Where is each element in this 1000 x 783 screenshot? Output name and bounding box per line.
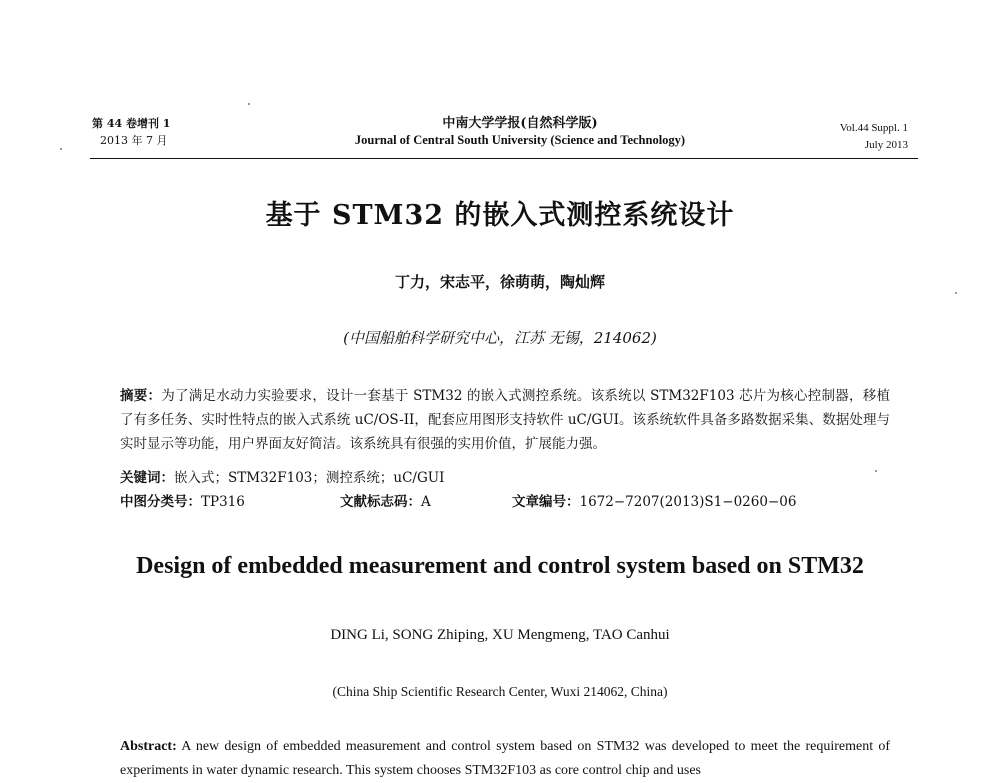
paper-title-cn: 基于 STM32 的嵌入式测控系统设计 <box>265 200 735 231</box>
header-journal-name <box>290 115 750 149</box>
scan-speck <box>875 470 877 472</box>
doc-code-value: A <box>421 494 431 510</box>
clc-label: 中图分类号： <box>120 494 201 510</box>
scan-speck <box>60 148 62 150</box>
header-rule <box>90 158 918 159</box>
keywords-cn-label: 关键词： <box>120 470 174 486</box>
header-date-cn: 2013 年 7 月 <box>100 134 168 147</box>
doc-code-label: 文献标志码： <box>340 494 421 510</box>
authors-cn: 丁力，宋志平，徐萌萌，陶灿辉 <box>394 273 605 291</box>
abstract-cn-text: 为了满足水动力实验要求，设计一套基于 STM32 的嵌入式测控系统。该系统以 STM32F103 芯片为核心控制器，移植了有多任务、实时性特点的嵌入式系统 uC/OS-II，配套应用图形支持软件 uC/GUI。该系统软件具备多路数据采集、数据处理与实时显示等功能，用户界面友好简洁。该系统具有很强的实用价值，扩展能力强。 <box>120 388 890 452</box>
header-volume-info <box>92 115 170 149</box>
paper-title-en: Design of embedded measurement and control system based on STM32 <box>136 553 864 579</box>
abstract-en-text: A new design of embedded measurement and control system based on STM32 was developed to meet the requirement of experiments in water dynamic research. This system chooses STM32F103 as core control chip and uses <box>120 739 890 778</box>
keywords-cn-text: 嵌入式；STM32F103；测控系统；uC/GUI <box>174 470 445 486</box>
clc-number <box>120 491 245 513</box>
header-volume-info-en <box>840 120 908 154</box>
header-date-en: July 2013 <box>864 139 908 151</box>
header-journal-name-cn: 中南大学学报(自然科学版) <box>442 116 598 131</box>
header-volume-suppl: Vol.44 Suppl. 1 <box>839 122 908 134</box>
scan-speck <box>955 292 957 294</box>
abstract-cn <box>120 384 890 456</box>
authors-en: DING Li, SONG Zhiping, XU Mengmeng, TAO Canhui <box>330 627 670 643</box>
article-no-label: 文章编号： <box>512 494 580 510</box>
keywords-cn <box>120 467 890 489</box>
scan-speck <box>248 103 250 105</box>
header-volume-issue: 第 44 卷增刊 1 <box>92 117 171 130</box>
abstract-en-label: Abstract: <box>120 739 177 754</box>
abstract-cn-label: 摘要： <box>120 388 162 404</box>
affiliation-en: (China Ship Scientific Research Center, Wuxi 214062, China) <box>332 684 668 699</box>
abstract-en <box>120 735 890 783</box>
header-journal-name-en: Journal of Central South University (Science and Technology) <box>354 133 686 147</box>
article-number <box>512 491 796 513</box>
affiliation-cn: (中国船舶科学研究中心，江苏 无锡，214062) <box>343 329 657 347</box>
article-no-value: 1672−7207(2013)S1−0260−06 <box>579 494 797 510</box>
document-code <box>340 491 431 513</box>
clc-value: TP316 <box>201 494 245 510</box>
